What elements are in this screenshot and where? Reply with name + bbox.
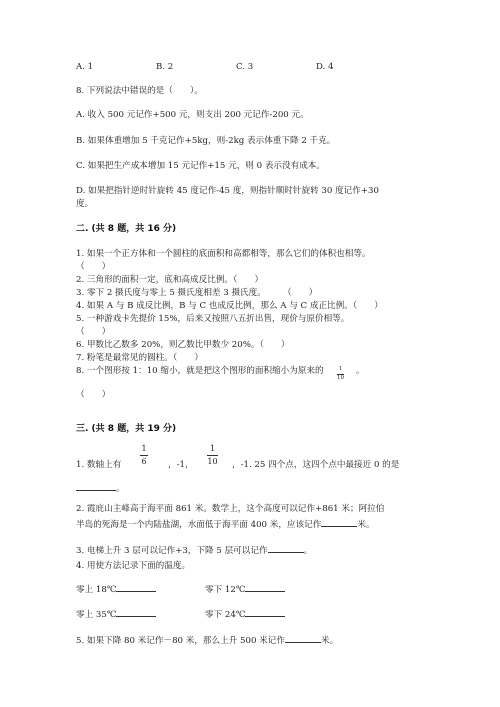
s2-q3: 3. 零下 2 摄氏度与零上 5 摄氏度相差 3 摄氏度。 （ ） — [76, 288, 318, 298]
section-2-title: 二. (共 8 题，共 16 分) — [76, 224, 177, 234]
s3-q1-fraction-1 — [140, 445, 148, 466]
temp-row-1-right — [205, 585, 285, 595]
s3-q1-prefix: 1. 数轴上有 — [76, 460, 122, 470]
fraction-bar — [207, 455, 218, 456]
s3-q2-line2-row — [76, 520, 375, 530]
s2-q7: 7. 粉笔是最常见的圆柱。（ ） — [76, 353, 203, 363]
q7-option-a: A. 1 — [76, 62, 94, 72]
s2-q8-paren: （ ） — [76, 390, 111, 400]
fraction-denominator: 10 — [337, 374, 344, 381]
temp-label: 零上 35℃ — [76, 610, 117, 620]
s3-q1-end: 。 — [116, 484, 125, 494]
s3-q1-fraction-2 — [207, 445, 218, 466]
answer-blank[interactable] — [245, 615, 285, 617]
s2-q6: 6. 甲数比乙数多 20%，则乙数比甲数少 20%。（ ） — [76, 340, 290, 350]
s3-q3-row — [76, 546, 312, 556]
s3-q1-mid: ，-1， — [168, 460, 194, 470]
s2-q5: 5. 一种游戏卡先提价 15%，后来又按照八五折出售，现价与原价相等。 — [76, 314, 350, 324]
s2-q4: 4. 如果 A 与 B 成反比例，B 与 C 也成反比例，那么 A 与 C 成正比例。（ ） — [76, 301, 383, 311]
fraction-numerator: 1 — [141, 444, 147, 453]
s3-q3-end: 。 — [303, 546, 313, 556]
fraction-bar — [140, 455, 148, 456]
temp-label: 零下 12℃ — [205, 585, 246, 595]
q8-option-b: B. 如果体重增加 5 千克记作+5kg，则-2kg 表示体重下降 2 千克。 — [76, 136, 336, 146]
s2-q1: 1. 如果一个正方体和一个圆柱的底面积和高都相等，那么它们的体积也相等。 — [76, 249, 371, 259]
s3-q5-end: 米。 — [320, 636, 339, 646]
s2-q8: 8. 一个图形按 1：10 缩小，就是把这个图形的面积缩小为原来的 — [76, 366, 324, 376]
s3-q2-line2: 半岛的死海是一个内陆盐湖，水面低于海平面 400 米，应该记作 — [76, 520, 322, 530]
section-3-title: 三. (共 8 题，共 19 分) — [76, 424, 177, 434]
s3-q4: 4. 用使方法记录下面的温度。 — [76, 561, 191, 571]
answer-blank[interactable] — [321, 525, 357, 527]
answer-blank[interactable] — [285, 641, 321, 643]
answer-blank[interactable] — [116, 615, 156, 617]
s2-q2: 2. 三角形的面积一定，底和高成反比例。（ ） — [76, 275, 264, 285]
temp-row-1-left — [76, 585, 156, 595]
q8-option-a: A. 收入 500 元记作+500 元，则支出 200 元记作-200 元。 — [76, 110, 309, 120]
q7-option-c: C. 3 — [236, 62, 254, 72]
s2-q8-fraction — [337, 367, 344, 381]
q8-option-c: C. 如果把生产成本增加 15 元记作+15 元，则 0 表示没有成本。 — [76, 161, 325, 171]
s2-q5-paren: （ ） — [76, 327, 111, 337]
fraction-denominator: 6 — [141, 457, 147, 466]
q7-option-d: D. 4 — [316, 62, 334, 72]
fraction-denominator: 10 — [207, 457, 218, 466]
answer-blank[interactable] — [76, 489, 116, 491]
q8-option-d-cont: 度。 — [76, 199, 94, 209]
s3-q1-blank-row — [76, 484, 125, 494]
s3-q5-row — [76, 636, 338, 646]
answer-blank[interactable] — [268, 551, 304, 553]
q8-option-d: D. 如果把指针逆时针旋转 45 度记作-45 度，则指针顺时针旋转 30 度记作+30 — [76, 186, 379, 196]
answer-blank[interactable] — [116, 590, 156, 592]
fraction-numerator: 1 — [338, 366, 343, 372]
s3-q3: 3. 电梯上升 3 层可以记作+3，下降 5 层可以记作 — [76, 546, 268, 556]
q8-stem: 8. 下列说法中错误的是（ ）。 — [76, 86, 203, 96]
temp-row-2-right — [205, 610, 285, 620]
s3-q1-suffix: ，-1. 25 四个点，这四个点中最接近 0 的是 — [232, 460, 400, 470]
s3-q2-end: 米。 — [357, 520, 375, 530]
s2-q1-paren: （ ） — [76, 262, 111, 272]
q7-option-b: B. 2 — [156, 62, 174, 72]
temp-label: 零下 24℃ — [205, 610, 246, 620]
fraction-numerator: 1 — [209, 444, 216, 453]
answer-blank[interactable] — [245, 590, 285, 592]
temp-row-2-left — [76, 610, 156, 620]
s3-q2-line1: 2. 霞庇山主峰高于海平面 861 米。数学上，这个高度可以记作+861 米；阿拉伯 — [76, 504, 385, 514]
s2-q8-end: 。 — [356, 366, 365, 376]
s3-q5: 5. 如果下降 80 米记作－80 米，那么上升 500 米记作 — [76, 636, 285, 646]
temp-label: 零上 18℃ — [76, 585, 117, 595]
